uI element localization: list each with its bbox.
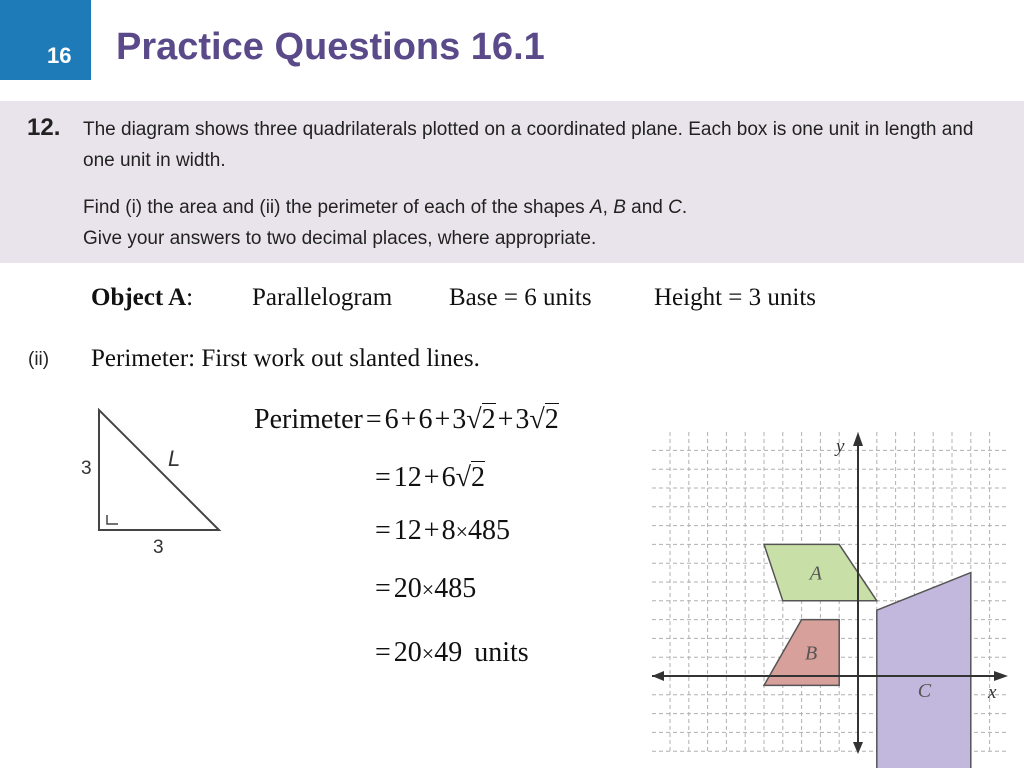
- eq-term: 12: [393, 515, 422, 546]
- eq-sign: =: [375, 573, 391, 604]
- eq-plus: +: [423, 462, 440, 493]
- eq-sign: =: [375, 515, 391, 546]
- question-paragraph-2: [83, 192, 983, 254]
- right-angle-marker: [107, 515, 118, 524]
- shape-label-c: C: [917, 680, 932, 703]
- object-label: Object A: [91, 284, 187, 311]
- shape-name-c: C: [668, 197, 682, 218]
- multiply-sign: ×: [421, 577, 435, 602]
- sqrt-sign: √: [529, 404, 545, 435]
- quadrilateral-c: [877, 573, 971, 768]
- eq-sign: =: [375, 462, 391, 493]
- eq-term: 485: [468, 515, 511, 546]
- eq-radicand: 2: [544, 404, 559, 435]
- question-paragraph-1: The diagram shows three quadrilaterals plotted on a coordinated plane. Each box is one unit in length and one unit in width.: [83, 119, 974, 171]
- shape-label-a: A: [809, 562, 822, 585]
- perimeter-intro: Perimeter: First work out slanted lines.: [91, 345, 480, 372]
- multiply-sign: ×: [421, 641, 435, 666]
- question-text-part: ,: [602, 197, 614, 218]
- eq-term: Perimeter: [254, 404, 363, 435]
- eq-term: 485: [434, 573, 477, 604]
- eq-sign: =: [365, 404, 382, 435]
- triangle-side-horizontal: 3: [153, 537, 164, 558]
- question-instruction: Give your answers to two decimal places, where appropriate.: [83, 228, 597, 249]
- eq-term: 6: [384, 404, 399, 435]
- equation-line-4: [375, 573, 476, 605]
- eq-radicand: 2: [481, 404, 496, 435]
- y-axis-arrow: [853, 432, 863, 446]
- shape-name-b: B: [613, 197, 626, 218]
- equation-line-2: [375, 462, 485, 494]
- eq-term: 12: [393, 462, 422, 493]
- question-number: 12.: [27, 114, 61, 141]
- multiply-sign: ×: [455, 519, 469, 544]
- object-colon: :: [186, 284, 194, 311]
- eq-sign: =: [375, 637, 391, 668]
- y-axis-label: y: [836, 436, 845, 457]
- eq-term: 49: [434, 637, 463, 668]
- question-text-part: Find (i) the area and (ii) the perimeter of each of the shapes: [83, 197, 590, 218]
- object-shape: Parallelogram: [252, 284, 393, 311]
- sqrt-sign: √: [466, 404, 482, 435]
- eq-radicand: 2: [470, 462, 485, 493]
- x-axis-label: x: [988, 682, 997, 703]
- question-text-part: and: [625, 197, 669, 218]
- x-axis-arrow: [994, 671, 1008, 681]
- eq-term: 3: [515, 404, 530, 435]
- x-axis-arrow-left: [652, 671, 664, 681]
- triangle-side-vertical: 3: [81, 458, 92, 479]
- quadrilateral-layer: [764, 544, 971, 768]
- eq-term: 20: [393, 637, 422, 668]
- eq-plus: +: [434, 404, 451, 435]
- object-base: Base = 6 units: [449, 284, 592, 311]
- question-panel: [0, 101, 1024, 263]
- eq-unit: units: [474, 637, 529, 668]
- chapter-number: 16: [47, 43, 72, 68]
- eq-plus: +: [400, 404, 417, 435]
- shape-name-a: A: [589, 197, 603, 218]
- triangle-shape: [99, 410, 219, 530]
- part-label: (ii): [28, 349, 50, 370]
- question-text-part: .: [681, 197, 688, 218]
- eq-term: 3: [452, 404, 467, 435]
- eq-term: 20: [393, 573, 422, 604]
- y-axis-arrow-down: [853, 742, 863, 754]
- equation-line-3: [375, 515, 510, 547]
- eq-term: 6: [441, 462, 456, 493]
- page-title: Practice Questions 16.1: [116, 26, 545, 68]
- right-triangle-diagram: [75, 400, 225, 560]
- eq-term: 6: [418, 404, 433, 435]
- chapter-badge: [0, 0, 91, 80]
- triangle-hypotenuse-label: L: [168, 446, 181, 471]
- object-height: Height = 3 units: [654, 284, 817, 311]
- equation-line-1: [254, 404, 559, 436]
- coordinate-grid: [652, 432, 1008, 754]
- eq-term: 8: [441, 515, 456, 546]
- shape-label-b: B: [805, 642, 818, 665]
- equation-line-5: [375, 637, 529, 669]
- sqrt-sign: √: [455, 462, 471, 493]
- eq-plus: +: [497, 404, 514, 435]
- eq-plus: +: [423, 515, 440, 546]
